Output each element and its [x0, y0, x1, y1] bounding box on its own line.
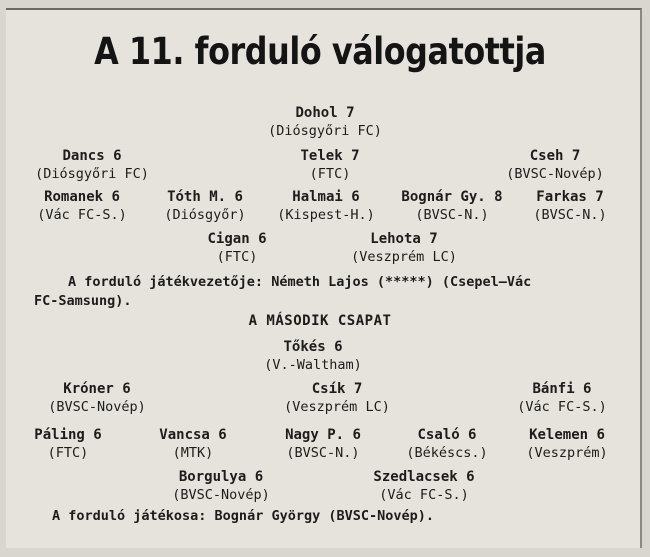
- player-club: (BVSC-Novép): [506, 166, 604, 182]
- player-club: (FTC): [216, 249, 258, 265]
- player-of-round-text: A forduló játékosa: Bognár György (BVSC-Novép).: [52, 508, 435, 524]
- referee-text: FC-Samsung).: [34, 293, 132, 309]
- first-team-goalkeeper: [268, 104, 382, 140]
- player-name: Bánfi 6: [532, 381, 592, 397]
- first-team-defender: [35, 147, 149, 183]
- player-name: Dancs 6: [62, 148, 122, 164]
- player-club: (BVSC-Novép): [172, 487, 270, 503]
- second-team-midfielder: [526, 426, 607, 462]
- player-name: Kelemen 6: [529, 427, 605, 443]
- player-club: (Békéscs.): [406, 445, 488, 461]
- player-name: Szedlacsek 6: [373, 469, 475, 485]
- player-club: (BVSC-N.): [533, 207, 607, 223]
- second-team-goalkeeper: [264, 338, 362, 374]
- player-name: Nagy P. 6: [285, 427, 361, 443]
- player-name: Farkas 7: [536, 189, 604, 205]
- second-team-midfielder: [34, 426, 101, 462]
- first-team-midfielder: [277, 188, 375, 224]
- player-name: Vancsa 6: [159, 427, 227, 443]
- first-team-midfielder: [533, 188, 606, 224]
- player-club: (BVSC-N.): [415, 207, 489, 223]
- player-club: (Diósgyőri FC): [35, 166, 149, 182]
- first-team-midfielder: [401, 188, 502, 224]
- second-team-forward: [373, 468, 474, 504]
- player-name: Bognár Gy. 8: [401, 189, 503, 205]
- first-team-midfielder: [37, 188, 126, 224]
- player-club: (Diósgyőr): [164, 207, 246, 223]
- first-team-midfielder: [164, 188, 245, 224]
- player-name: Tőkés 6: [283, 339, 343, 355]
- second-team-midfielder: [406, 426, 487, 462]
- second-team-midfielder: [159, 426, 226, 462]
- player-name: Romanek 6: [44, 189, 120, 205]
- player-club: (MTK): [172, 445, 214, 461]
- second-team-forward: [172, 468, 270, 504]
- player-name: Borgulya 6: [178, 469, 264, 485]
- player-name: Cseh 7: [529, 148, 581, 164]
- player-club: (Veszprém LC): [284, 399, 390, 415]
- first-team-defender: [300, 147, 359, 183]
- second-team-midfielder: [285, 426, 361, 462]
- player-name: Lehota 7: [370, 231, 438, 247]
- referee-text: A forduló játékvezetője: Németh Lajos (*****) (Csepel—Vác: [68, 274, 532, 290]
- player-name: Tóth M. 6: [167, 189, 243, 205]
- second-team-defender: [48, 380, 146, 416]
- player-name: Halmai 6: [292, 189, 360, 205]
- first-team-forward: [351, 230, 457, 266]
- player-name: Cigan 6: [207, 231, 267, 247]
- first-team-defender: [506, 147, 604, 183]
- player-club: (V.-Waltham): [264, 357, 362, 373]
- player-club: (Veszprém LC): [351, 249, 457, 265]
- second-team-heading: A MÁSODIK CSAPAT: [248, 313, 392, 329]
- player-name: Csaló 6: [417, 427, 477, 443]
- player-club: (Kispest-H.): [277, 207, 375, 223]
- second-team-defender: [517, 380, 606, 416]
- page-title: A 11. forduló válogatottja: [94, 30, 546, 73]
- player-name: Csík 7: [311, 381, 363, 397]
- first-team-forward: [207, 230, 266, 266]
- player-club: (FTC): [47, 445, 89, 461]
- player-name: Dohol 7: [295, 105, 355, 121]
- player-club: (FTC): [309, 166, 351, 182]
- player-club: (Vác FC-S.): [37, 207, 127, 223]
- player-name: Telek 7: [300, 148, 360, 164]
- player-name: Páling 6: [34, 427, 102, 443]
- player-club: (BVSC-N.): [286, 445, 360, 461]
- player-name: Króner 6: [63, 381, 131, 397]
- player-club: (Vác FC-S.): [517, 399, 607, 415]
- player-club: (Vác FC-S.): [379, 487, 469, 503]
- player-club: (Veszprém): [526, 445, 608, 461]
- player-club: (BVSC-Novép): [48, 399, 146, 415]
- player-club: (Diósgyőri FC): [268, 123, 382, 139]
- second-team-defender: [284, 380, 390, 416]
